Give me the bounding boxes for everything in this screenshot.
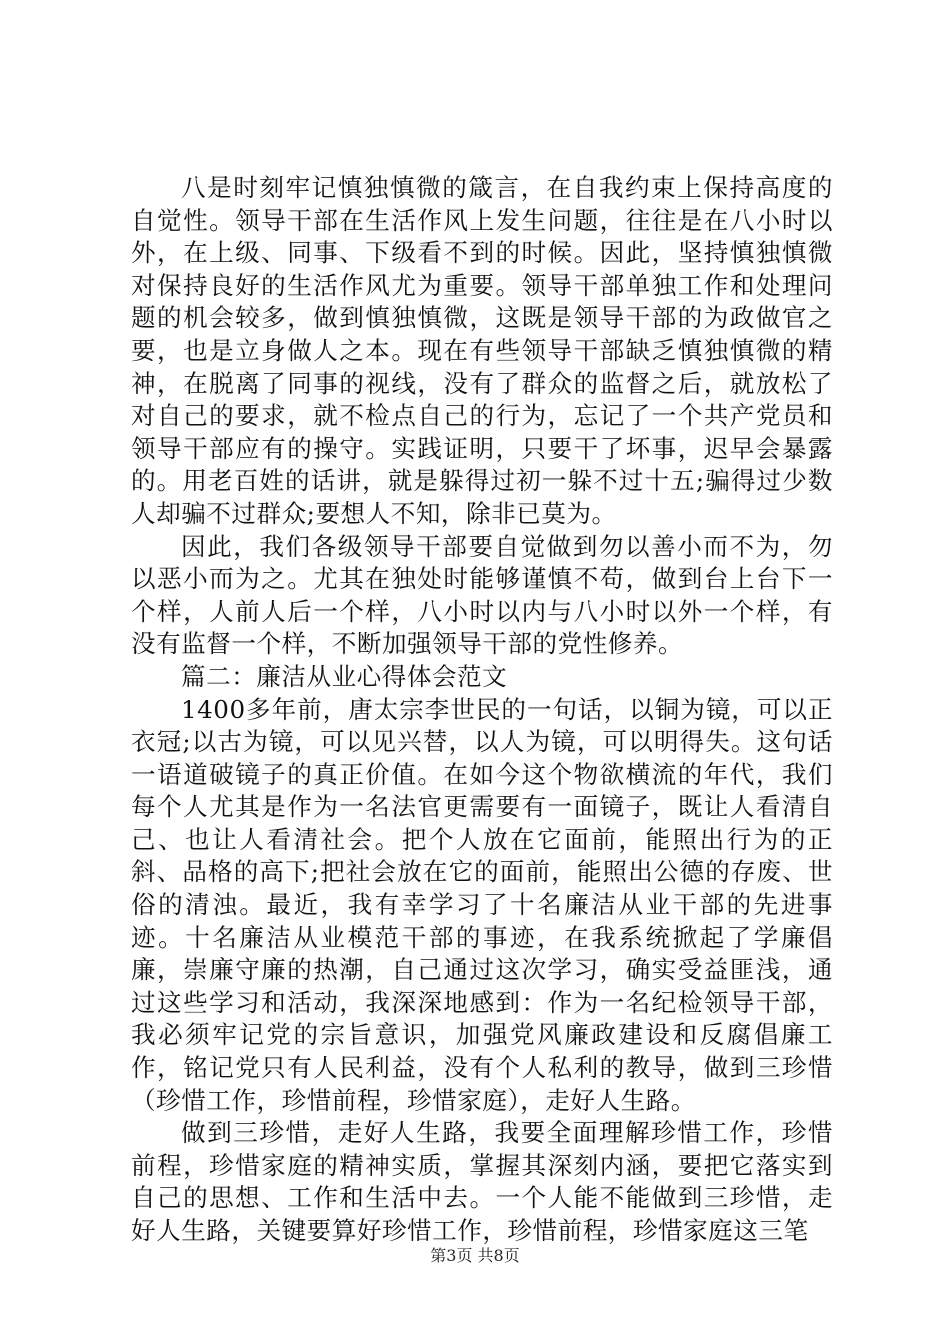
page-number-footer: 第3页 共8页 — [430, 1246, 520, 1265]
paragraph: 1400多年前，唐太宗李世民的一句话，以铜为镜，可以正衣冠;以古为镜，可以见兴替，以人为镜，可以明得失。这句话一语道破镜子的真正价值。在如今这个物欲横流的年代，我们每个人尤其是作为一名法官更需要有一面镜子，既让人看清自己、也让人看清社会。把个人放在它面前，能照出行为的正斜、品格的高下;把社会放在它的面前，能照出公德的存废、世俗的清浊。最近，我有幸学习了十名廉洁从业干部的先进事迹。十名廉洁从业模范干部的事迹，在我系统掀起了学廉倡廉，崇廉守廉的热潮，自己通过这次学习，确实受益匪浅，通过这些学习和活动，我深深地感到：作为一名纪检领导干部，我必须牢记党的宗旨意识，加强党风廉政建设和反腐倡廉工作，铭记党只有人民利益，没有个人私利的教导，做到三珍惜（珍惜工作，珍惜前程，珍惜家庭），走好人生路。 — [131, 694, 833, 1115]
document-body — [131, 172, 833, 1248]
paragraph: 做到三珍惜，走好人生路，我要全面理解珍惜工作，珍惜前程，珍惜家庭的精神实质，掌握其深刻内涵，要把它落实到自己的思想、工作和生活中去。一个人能不能做到三珍惜，走好人生路，关键要算好珍惜工作，珍惜前程，珍惜家庭这三笔 — [131, 1118, 833, 1245]
section-heading: 篇二：廉洁从业心得体会范文 — [181, 661, 508, 691]
paragraph: 八是时刻牢记慎独慎微的箴言，在自我约束上保持高度的自觉性。领导干部在生活作风上发生问题，往往是在八小时以外，在上级、同事、下级看不到的时候。因此，坚持慎独慎微对保持良好的生活作风尤为重要。领导干部单独工作和处理问题的机会较多，做到慎独慎微，这既是领导干部的为政做官之要，也是立身做人之本。现在有些领导干部缺乏慎独慎微的精神，在脱离了同事的视线，没有了群众的监督之后，就放松了对自己的要求，就不检点自己的行为，忘记了一个共产党员和领导干部应有的操守。实践证明，只要干了坏事，迟早会暴露的。用老百姓的话讲，就是躲得过初一躲不过十五;骗得过少数人却骗不过群众;要想人不知，除非已莫为。 — [131, 173, 833, 528]
paragraph: 因此，我们各级领导干部要自觉做到勿以善小而不为，勿以恶小而为之。尤其在独处时能够谨慎不苟，做到台上台下一个样，人前人后一个样，八小时以内与八小时以外一个样，有没有监督一个样，不断加强领导干部的党性修养。 — [131, 531, 833, 659]
